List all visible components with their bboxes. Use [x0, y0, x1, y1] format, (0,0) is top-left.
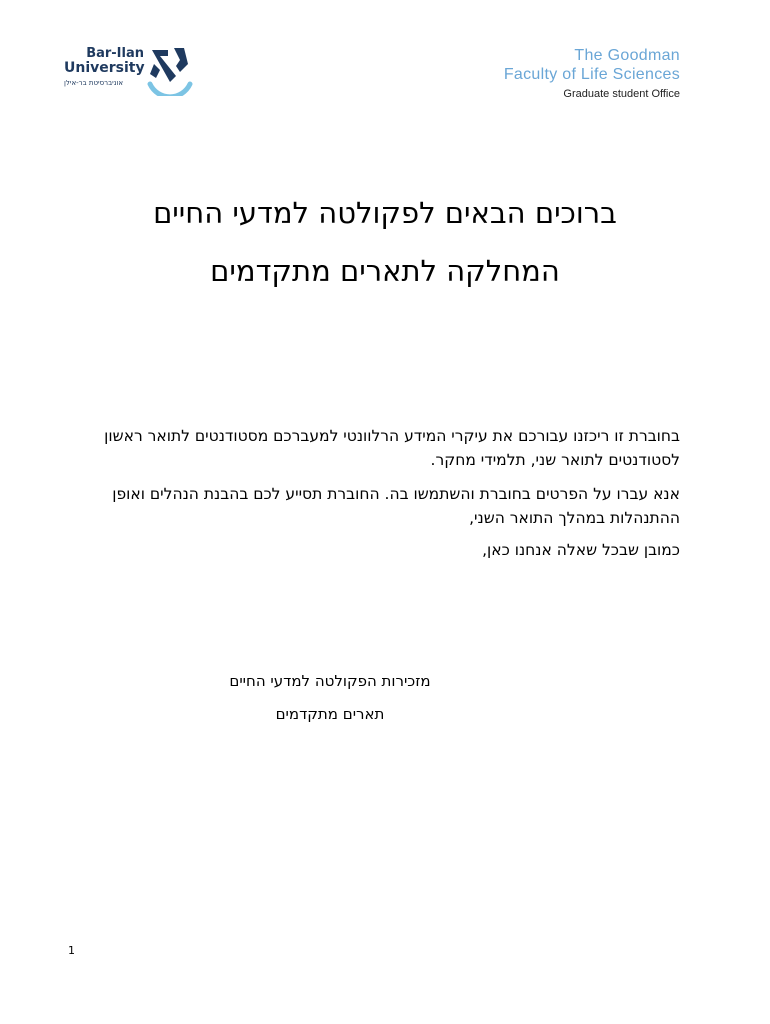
logo-text	[64, 46, 144, 88]
page-number: 1	[68, 944, 75, 957]
office-name: Graduate student Office	[563, 88, 680, 100]
university-logo	[64, 44, 194, 100]
page-subtitle: המחלקה לתארים מתקדמים	[210, 254, 560, 288]
body-paragraph-3: כמובן שבכל שאלה אנחנו כאן,	[482, 541, 680, 559]
faculty-name-line2: Faculty of Life Sciences	[503, 66, 680, 83]
page-title: ברוכים הבאים לפקולטה למדעי החיים	[153, 196, 617, 230]
body-paragraph-2: אנא עברו על הפרטים בחוברת והשתמשו בה. החוברת תסייע לכם בהבנת הנהלים ואופן ההתנהלות במהלך התואר השני,	[112, 485, 680, 527]
university-emblem-icon	[146, 44, 194, 96]
body-paragraph-1: בחוברת זו ריכזנו עבורכם את עיקרי המידע הרלוונטי למעברכם מסטודנטים לתואר ראשון לסטודנטים לתואר שני, תלמידי מחקר.	[104, 427, 680, 469]
logo-name-line2: University	[64, 60, 145, 76]
signature-line-2: תארים מתקדמים	[275, 705, 385, 723]
logo-name-line1: Bar-Ilan	[86, 46, 144, 61]
faculty-header	[504, 46, 680, 103]
faculty-name-line1: The Goodman	[574, 47, 680, 64]
logo-hebrew-name: אוניברסיטת בר-אילן	[64, 79, 124, 87]
signature-line-1: מזכירות הפקולטה למדעי החיים	[229, 672, 431, 690]
